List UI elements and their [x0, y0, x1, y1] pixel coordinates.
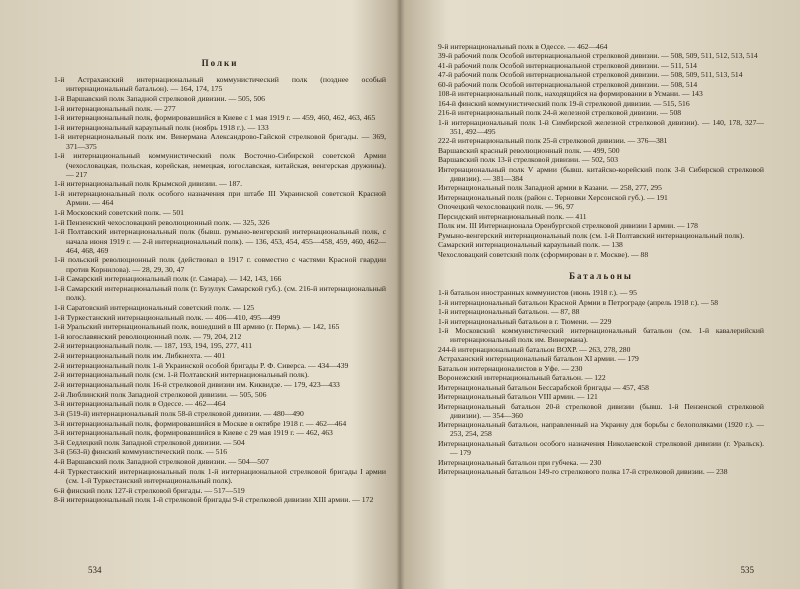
index-entry: Интернациональный батальон особого назначения Николаевской стрелковой дивизии (г. Уральск). — 179 — [438, 438, 764, 458]
regiments-list — [54, 75, 386, 505]
index-entry: Интернациональный полк (район с. Терновки Херсонской губ.). — 191 — [438, 192, 668, 202]
index-entry: 2-й интернациональный полк 1-й Украинской особой бригады Р. Ф. Сиверса. — 434—439 — [54, 360, 349, 370]
index-entry: 1-й интернациональный полк особого назначения при штабе III Украинской советской Красной Армии. — 464 — [54, 189, 386, 208]
index-entry: 3-й интернациональный полк в Одессе. — 462—464 — [54, 399, 226, 409]
index-entry: 1-й интернациональный коммунистический полк Восточно-Сибирской советской Армии (чехословацкая, польская, корейская, немецкая, югославская, китайская, венгерская дружины). — 217 — [54, 151, 386, 179]
index-entry: 1-й Самарский интернациональный полк (г. Самара). — 142, 143, 166 — [54, 274, 282, 284]
index-entry: Интернациональный батальон 149-го стрелкового полка 17-й стрелковой дивизии. — 238 — [438, 467, 728, 476]
index-entry: 9-й интернациональный полк в Одессе. — 462—464 — [438, 42, 608, 51]
index-entry: Интернациональный батальон, направленный на Украину для борьбы с белополяками (1920 г.). — 253, 254, 258 — [438, 420, 764, 439]
index-entry: 2-й интернациональный полк им. Либкнехта. — 401 — [54, 351, 226, 361]
page-number-right: 535 — [740, 565, 754, 575]
index-entry: 1-й Туркестанский интернациональный полк. — 406—410, 495—499 — [54, 312, 281, 322]
index-entry: 1-й интернациональный караульный полк (ноябрь 1918 г.). — 133 — [54, 122, 269, 132]
index-entry: 4-й Варшавский полк Западной стрелковой дивизии. — 504—507 — [54, 457, 269, 467]
index-entry: 1-й польский революционный полк (действовал в 1917 г. совместно с частями Красной гвардии против Корнилова). — 28, 29, 30, 47 — [54, 255, 386, 274]
index-entry: 1-й интернациональный полк им. Винермана Александрово-Гайской стрелковой бригады. — 369, 371—375 — [54, 132, 386, 151]
left-page — [0, 0, 398, 589]
page-number-left: 534 — [88, 565, 102, 575]
index-entry: 1-й югославянский революционный полк. — 79, 204, 212 — [54, 331, 242, 341]
index-entry: 3-й (563-й) финский коммунистический полк. — 516 — [54, 447, 228, 457]
battalions-list — [438, 288, 764, 476]
index-entry: 1-й Московский коммунистический интернациональный батальон (см. 1-й кавалерийский интернациональный полк им. Винермана). — [438, 326, 764, 345]
index-entry: Варшавский полк 13-й стрелковой дивизии. — 502, 503 — [438, 155, 619, 165]
index-entry: 47-й рабочий полк Особой интернациональной стрелковой дивизии. — 508, 509, 511, 513, 514 — [438, 70, 743, 80]
index-entry: 2-й интернациональный полк 16-й стрелковой дивизии им. Киквидзе. — 179, 423—433 — [54, 379, 340, 389]
index-entry: 1-й Варшавский полк Западной стрелковой дивизии. — 505, 506 — [54, 93, 265, 103]
index-entry: 1-й интернациональный полк. — 277 — [54, 103, 176, 113]
section-heading-regiments: Полки — [201, 58, 239, 68]
section-heading-battalions: Батальоны — [569, 271, 633, 282]
index-entry: 1-й Полтавский интернациональный полк (бывш. румыно-венгерский интернациональный полк, с начала июня 1919 г. — 2-й интернациональный полк). — 136, 453, 454, 455—458, 459, 460, 462—464, 468, 469 — [54, 227, 386, 255]
index-entry: 216-й интернациональный полк 24-й железной стрелковой дивизии. — 508 — [438, 108, 682, 118]
index-entry: 41-й рабочий полк Особой интернациональной стрелковой дивизии. — 511, 514 — [438, 60, 697, 70]
index-entry: Астраханский интернациональный батальон XI армии. — 179 — [438, 354, 639, 364]
index-entry: Персидский интернациональный полк. — 411 — [438, 211, 587, 221]
index-entry: 2-й Люблинский полк Западной стрелковой дивизии. — 505, 506 — [54, 389, 267, 399]
index-entry: Полк им. III Интернационала Оренбургской стрелковой дивизии I армии. — 178 — [438, 221, 698, 231]
index-entry: Опочецкий чехословацкий полк. — 96, 97 — [438, 202, 574, 212]
index-entry: 1-й Пензенский чехословацкий революционный полк. — 325, 326 — [54, 217, 270, 227]
index-entry: 2-й интернациональный полк (см. 1-й Полтавский интернациональный полк). — [54, 370, 310, 380]
index-entry: 8-й интернациональный полк 1-й стрелковой бригады 9-й стрелковой дивизии XIII армии. — 172 — [54, 495, 374, 505]
index-entry: 244-й интернациональный батальон ВОХР. — 263, 278, 280 — [438, 344, 631, 354]
right-page — [402, 0, 800, 589]
index-entry: 1-й Самарский интернациональный полк (г. Бузулук Самарской губ.). (см. 216-й интернациональный полк). — [54, 283, 386, 303]
index-entry: Интернациональный батальон VIII армии. — 121 — [438, 392, 598, 402]
index-entry: Интернациональный батальон при губчека. — 230 — [438, 457, 602, 467]
index-entry: Интернациональный полк V армии (бывш. китайско-корейский полк 3-й Сибирской стрелковой дивизии). — 381—384 — [438, 164, 764, 183]
index-entry: 6-й финский полк 127-й стрелковой бригады. — 517—519 — [54, 485, 245, 495]
index-entry: Варшавский красный революционный полк. — 499, 500 — [438, 145, 620, 155]
index-entry: 1-й интернациональный полк 1-й Симбирской железной стрелковой дивизии). — 140, 178, 327—351, 492—495 — [438, 117, 764, 136]
index-entry: 1-й Астраханский интернациональный коммунистический полк (позднее особый интернациональный батальон). — 164, 174, 175 — [54, 75, 386, 94]
index-entry: 3-й интернациональный полк, формировавшийся в Москве в октябре 1918 г. — 462—464 — [54, 418, 347, 428]
index-entry: Румыно-венгерский интернациональный полк (см. 1-й Полтавский интернациональный полк). — [438, 230, 745, 240]
index-entry: 1-й Уральский интернациональный полк, вошедший в III армию (г. Пермь). — 142, 165 — [54, 322, 340, 332]
index-entry: Чехословацкий советский полк (сформирован в г. Москве). — 88 — [438, 249, 649, 259]
index-entry: 108-й интернациональный полк, находящийся на формировании в Усмани. — 143 — [438, 89, 703, 99]
index-entry: 1-й Московский советский полк. — 501 — [54, 208, 185, 218]
index-entry: Интернациональный батальон 20-й стрелковой дивизии (бывш. 1-й Пензенской стрелковой дивизии). — 354—360 — [438, 401, 764, 420]
index-entry: 60-й рабочий полк Особой интернациональной стрелковой дивизии. — 508, 514 — [438, 79, 698, 89]
index-entry: Интернациональный батальон Бессарабской бригады — 457, 458 — [438, 382, 649, 392]
index-entry: 222-й интернациональный полк 25-й стрелковой дивизии. — 376—381 — [438, 136, 668, 146]
index-entry: 1-й интернациональный батальон. — 87, 88 — [438, 307, 580, 317]
index-entry: Самарский интернациональный караульный полк. — 138 — [438, 240, 623, 250]
index-entry: 3-й Седлецкий полк Западной стрелковой дивизии. — 504 — [54, 437, 245, 447]
index-entry: 1-й Саратовский интернациональный советский полк. — 125 — [54, 302, 255, 312]
index-entry: 1-й батальон иностранных коммунистов (июнь 1918 г.). — 95 — [438, 288, 637, 298]
index-entry: 39-й рабочий полк Особой интернациональной стрелковой дивизии. — 508, 509, 511, 512, 513, 514 — [438, 51, 758, 61]
index-entry: Воронежский интернациональный батальон. — 122 — [438, 373, 606, 383]
index-entry: 1-й интернациональный полк, формировавшийся в Киеве с 1 мая 1919 г. — 459, 460, 462, 463, 465 — [54, 113, 376, 123]
index-entry: 1-й интернациональный батальон в г. Тюмени. — 229 — [438, 316, 612, 326]
index-entry: 2-й интернациональный полк. — 187, 193, 194, 195, 277, 411 — [54, 341, 253, 351]
index-entry: 164-й финский коммунистический полк 19-й стрелковой дивизии. — 515, 516 — [438, 98, 690, 108]
regiments-list-continued — [438, 42, 764, 259]
index-entry: Интернациональный полк Западной армии в Казани. — 258, 277, 295 — [438, 183, 662, 193]
index-entry: Батальон интернационалистов в Уфе. — 230 — [438, 363, 583, 373]
index-entry: 1-й интернациональный полк Крымской дивизии. — 187. — [54, 179, 243, 189]
index-entry: 4-й Туркестанский интернациональный полк 1-й интернациональной стрелковой бригады I армии (см. 1-й Туркестанский интернациональный полк). — [54, 466, 386, 485]
index-entry: 3-й (519-й) интернациональный полк 58-й стрелковой дивизии. — 480—490 — [54, 408, 304, 418]
index-entry: 1-й интернациональный батальон Красной Армии в Петрограде (апрель 1918 г.). — 58 — [438, 297, 719, 307]
index-entry: 3-й интернациональный полк, формировавшийся в Киеве с 29 мая 1919 г. — 462, 463 — [54, 428, 333, 438]
